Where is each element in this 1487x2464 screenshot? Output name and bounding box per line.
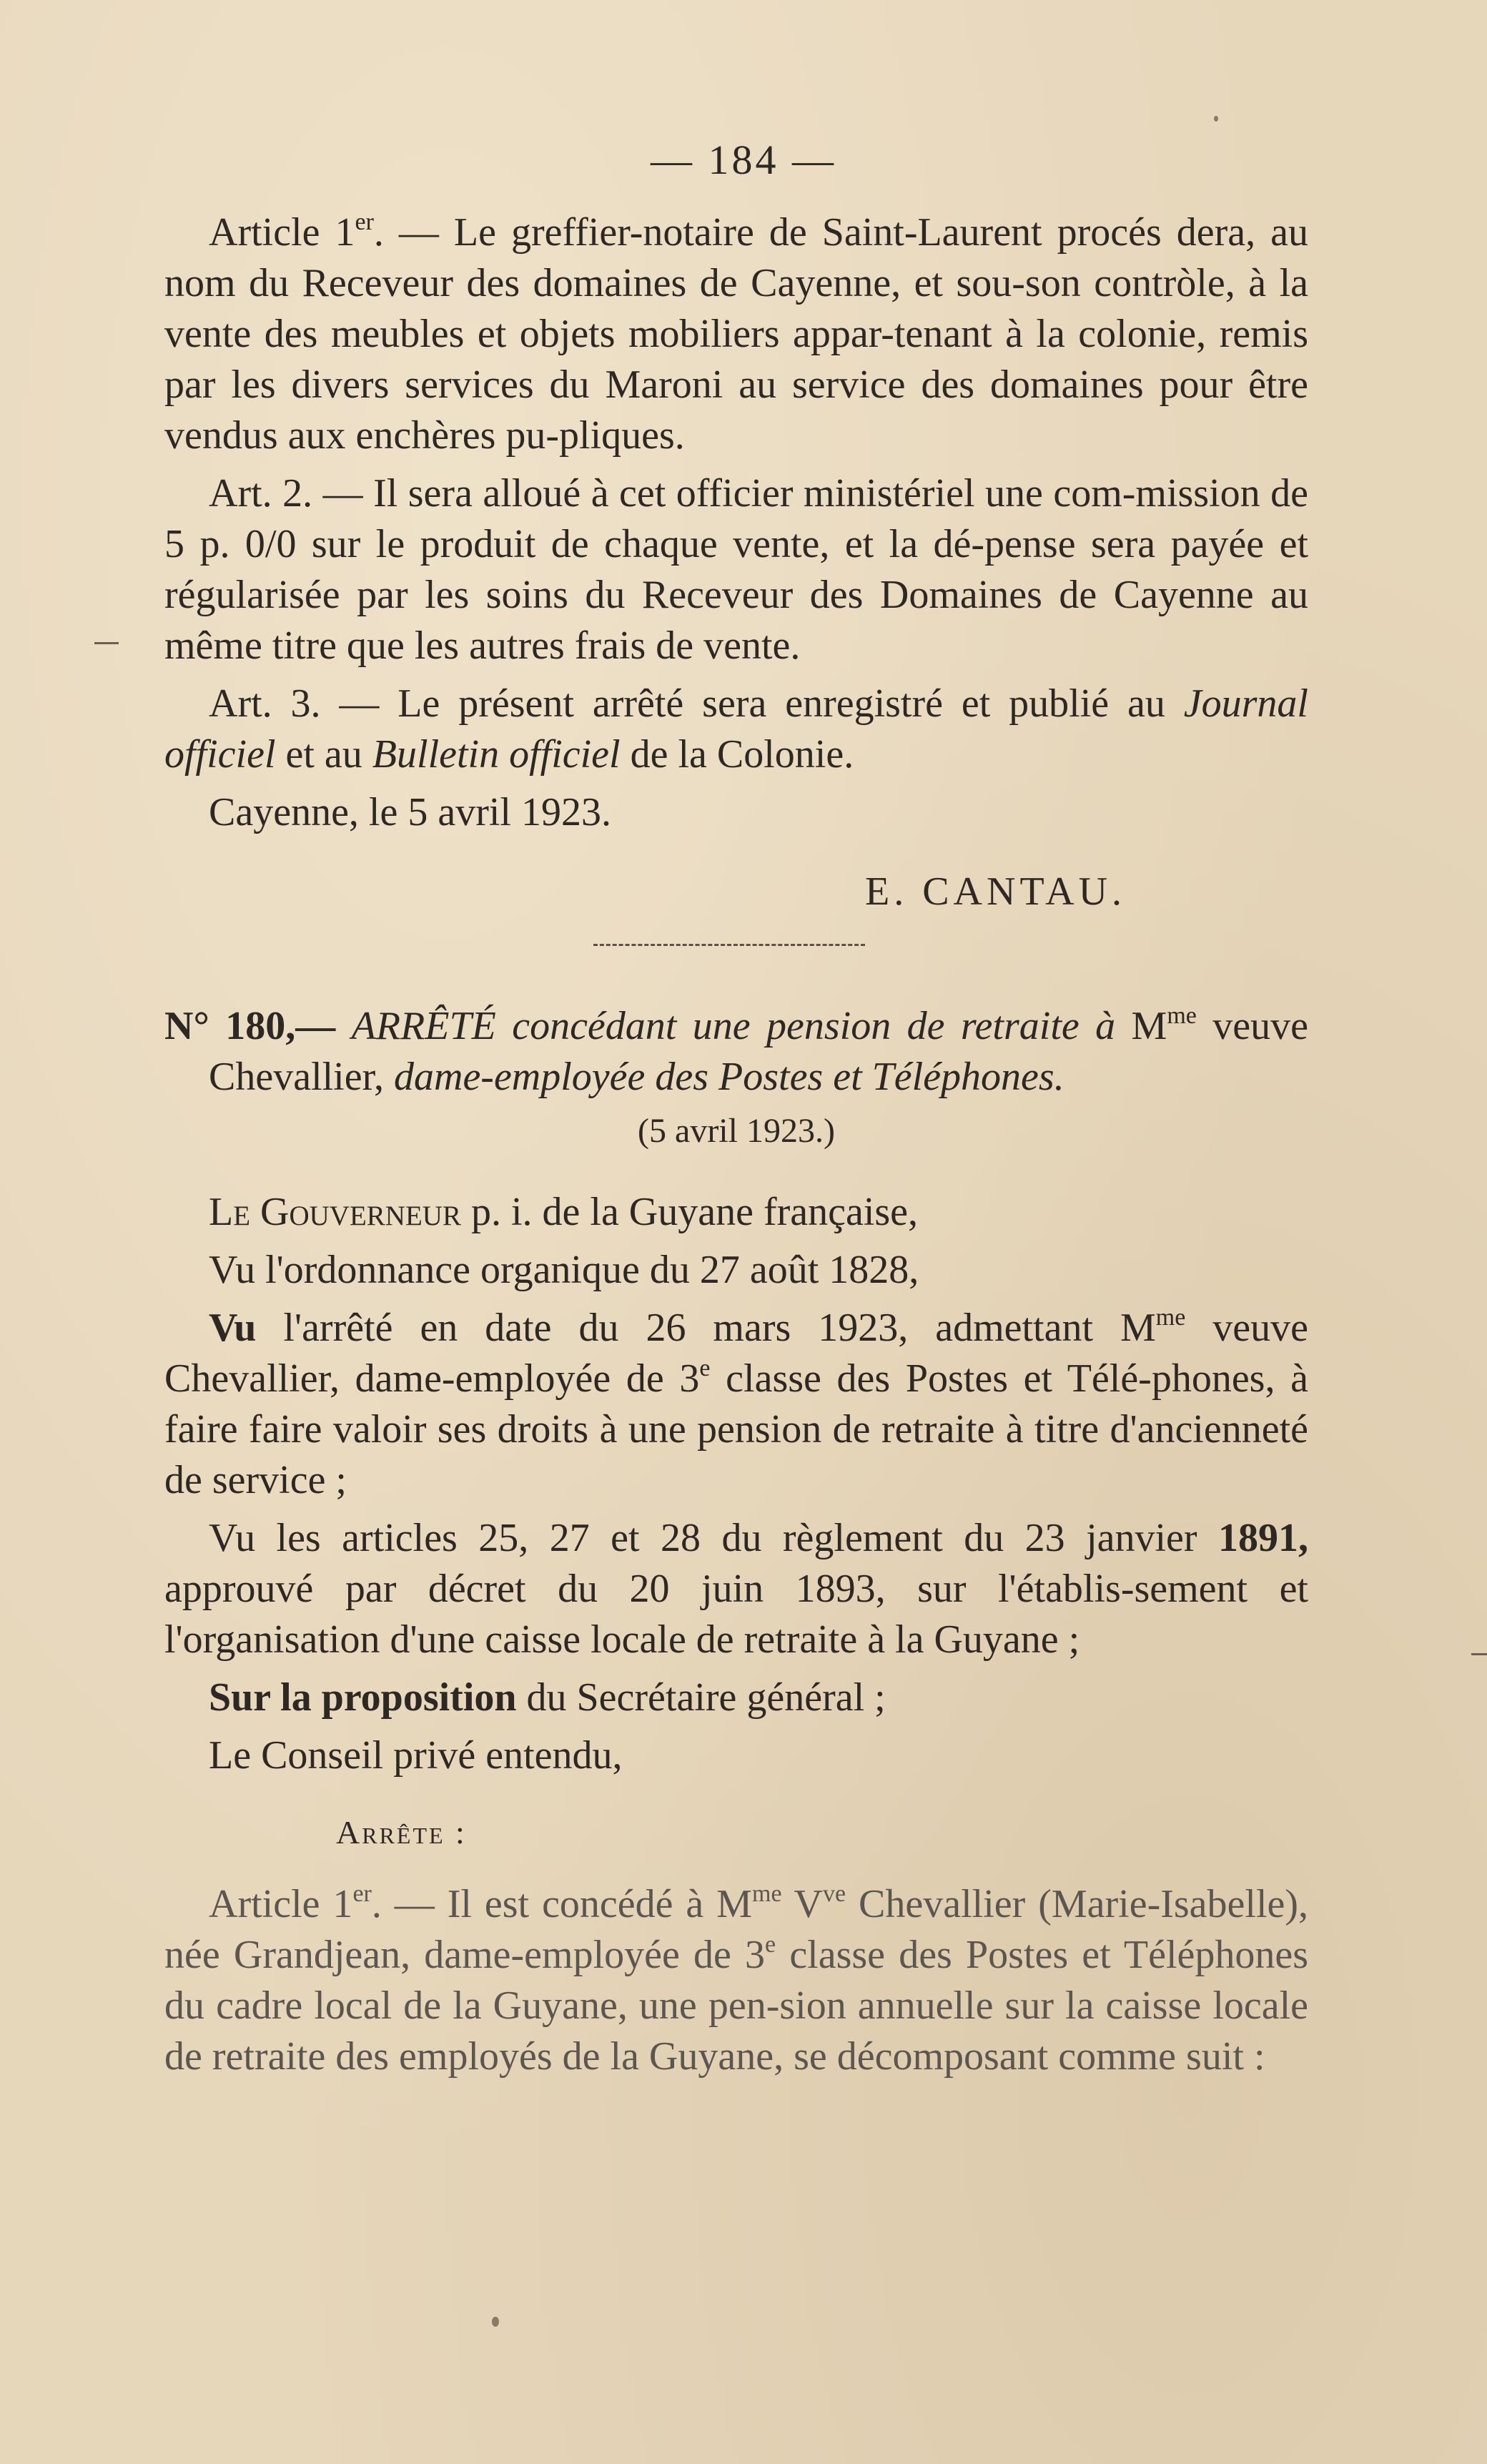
final-article-label-sup: er (352, 1881, 372, 1907)
page-number: — 184 — (651, 137, 836, 183)
margin-mark (94, 642, 119, 644)
edge-mark (1471, 1653, 1487, 1655)
decree-title-plain: veuve Chevallier, (209, 1004, 1309, 1099)
proposition-rest: du Secrétaire général ; (526, 1675, 886, 1720)
decree-title (164, 1001, 1308, 1103)
decree-number: N° 180,— (164, 1004, 336, 1048)
article-1-label-sup: er (355, 209, 374, 235)
vu-articles-year: 1891, (1218, 1516, 1308, 1560)
final-article-part3: Chevallier (Marie-Isabelle), née Grandjean, dame-employée de 3 (164, 1882, 1309, 1977)
final-article-label: Article 1 (209, 1882, 353, 1926)
arrete-heading: Arrête : (336, 1814, 467, 1851)
decree-body (164, 1187, 1308, 2089)
article-2-paragraph: Art. 2. — Il sera alloué à cet officier ministériel une com-mission de 5 p. 0/0 sur le produit de chaque vente, et la dé-pense sera payée et régularisée par les soins du Receveur des Domaines de Cayenne au même titre que les autres frais de vente. (164, 471, 1308, 668)
vu-articles-lead: Vu (209, 1516, 256, 1560)
decree-title-m: M (1131, 1004, 1167, 1048)
decree-date: (5 avril 1923.) (638, 1112, 835, 1150)
article-1-text: . — Le greffier-notaire de Saint-Laurent procés dera, au nom du Receveur des domaines de Cayenne, et sou-son contròle, à la vente des meubles et objets mobiliers appar-tenant à la colonie, remis par les divers services du Maroni au service des domaines pour être vendus aux enchères pu-pliques. (164, 210, 1308, 458)
vu-articles-rest: approuvé par décret du 20 juin 1893, sur l'établis-sement et l'organisation d'une caisse locale de retraite à la Guyane ; (164, 1567, 1308, 1662)
proposition-line (164, 1672, 1308, 1723)
vu-ordonnance-line: Vu l'ordonnance organique du 27 août 1828, (209, 1248, 919, 1292)
proposition-lead: Sur la proposition (209, 1675, 517, 1720)
governor-rest: p. i. de la Guyane française, (470, 1190, 919, 1234)
journal-officiel-text: Journal officiel (164, 681, 1308, 777)
final-article-part1: . — Il est concédé à M (371, 1882, 753, 1926)
governor-label: Le Gouverneur (209, 1190, 461, 1234)
vu-arrete-before: l'arrêté en date du 26 mars 1923, admettant M (283, 1306, 1156, 1350)
decree-heading (164, 1001, 1308, 1156)
previous-decree-articles (164, 207, 1308, 845)
decree-title-m-sup: me (1167, 1002, 1197, 1029)
conseil-line: Le Conseil privé entendu, (209, 1733, 623, 1778)
article-3-paragraph (164, 679, 1308, 780)
vu-articles-text: les articles 25, 27 et 28 du règlement du 23 janvier (276, 1516, 1197, 1560)
final-article-sup3: e (765, 1931, 776, 1958)
final-article-paragraph (164, 1879, 1308, 2082)
paper-speck (1214, 116, 1218, 122)
paper-speck (492, 2317, 499, 2327)
bulletin-officiel-text: Bulletin officiel (372, 732, 621, 777)
final-article-sup1: me (752, 1881, 782, 1907)
vu-arrete-lead: Vu (209, 1306, 257, 1350)
final-article-sup2: ve (822, 1881, 846, 1907)
article-3-after: de la Colonie. (630, 732, 854, 777)
vu-arrete-after: veuve Chevallier, dame-employée de 3 (164, 1306, 1309, 1401)
signature: E. CANTAU. (865, 869, 1127, 914)
section-divider (593, 944, 865, 946)
article-3-mid: et au (285, 732, 362, 777)
final-article-part4: classe des Postes et Téléphones du cadre local de la Guyane, une pen-sion annuelle sur la caisse locale de retraite des employés de la Guyane, se décomposant comme suit : (164, 1933, 1309, 2079)
decree-title-italic: ARRÊTÉ concédant une pension de retraite à (351, 1004, 1116, 1048)
vu-arrete-sup2: e (699, 1355, 711, 1381)
vu-arrete-paragraph (164, 1303, 1308, 1506)
place-date-line: Cayenne, le 5 avril 1923. (209, 790, 611, 834)
decree-title-italic-end: dame-employée des Postes et Téléphones. (394, 1055, 1064, 1099)
article-1-paragraph (164, 207, 1308, 461)
article-3-before: Art. 3. — Le présent arrêté sera enregistré et publié au (209, 681, 1165, 726)
governor-line (164, 1187, 1308, 1238)
final-article-part2: V (794, 1882, 823, 1926)
vu-arrete-end: classe des Postes et Télé-phones, à faire faire valoir ses droits à une pension de retraite à titre d'ancienneté de service ; (164, 1356, 1308, 1502)
article-1-label: Article 1 (209, 210, 355, 255)
vu-articles-paragraph (164, 1513, 1308, 1665)
vu-arrete-sup: me (1155, 1304, 1186, 1331)
